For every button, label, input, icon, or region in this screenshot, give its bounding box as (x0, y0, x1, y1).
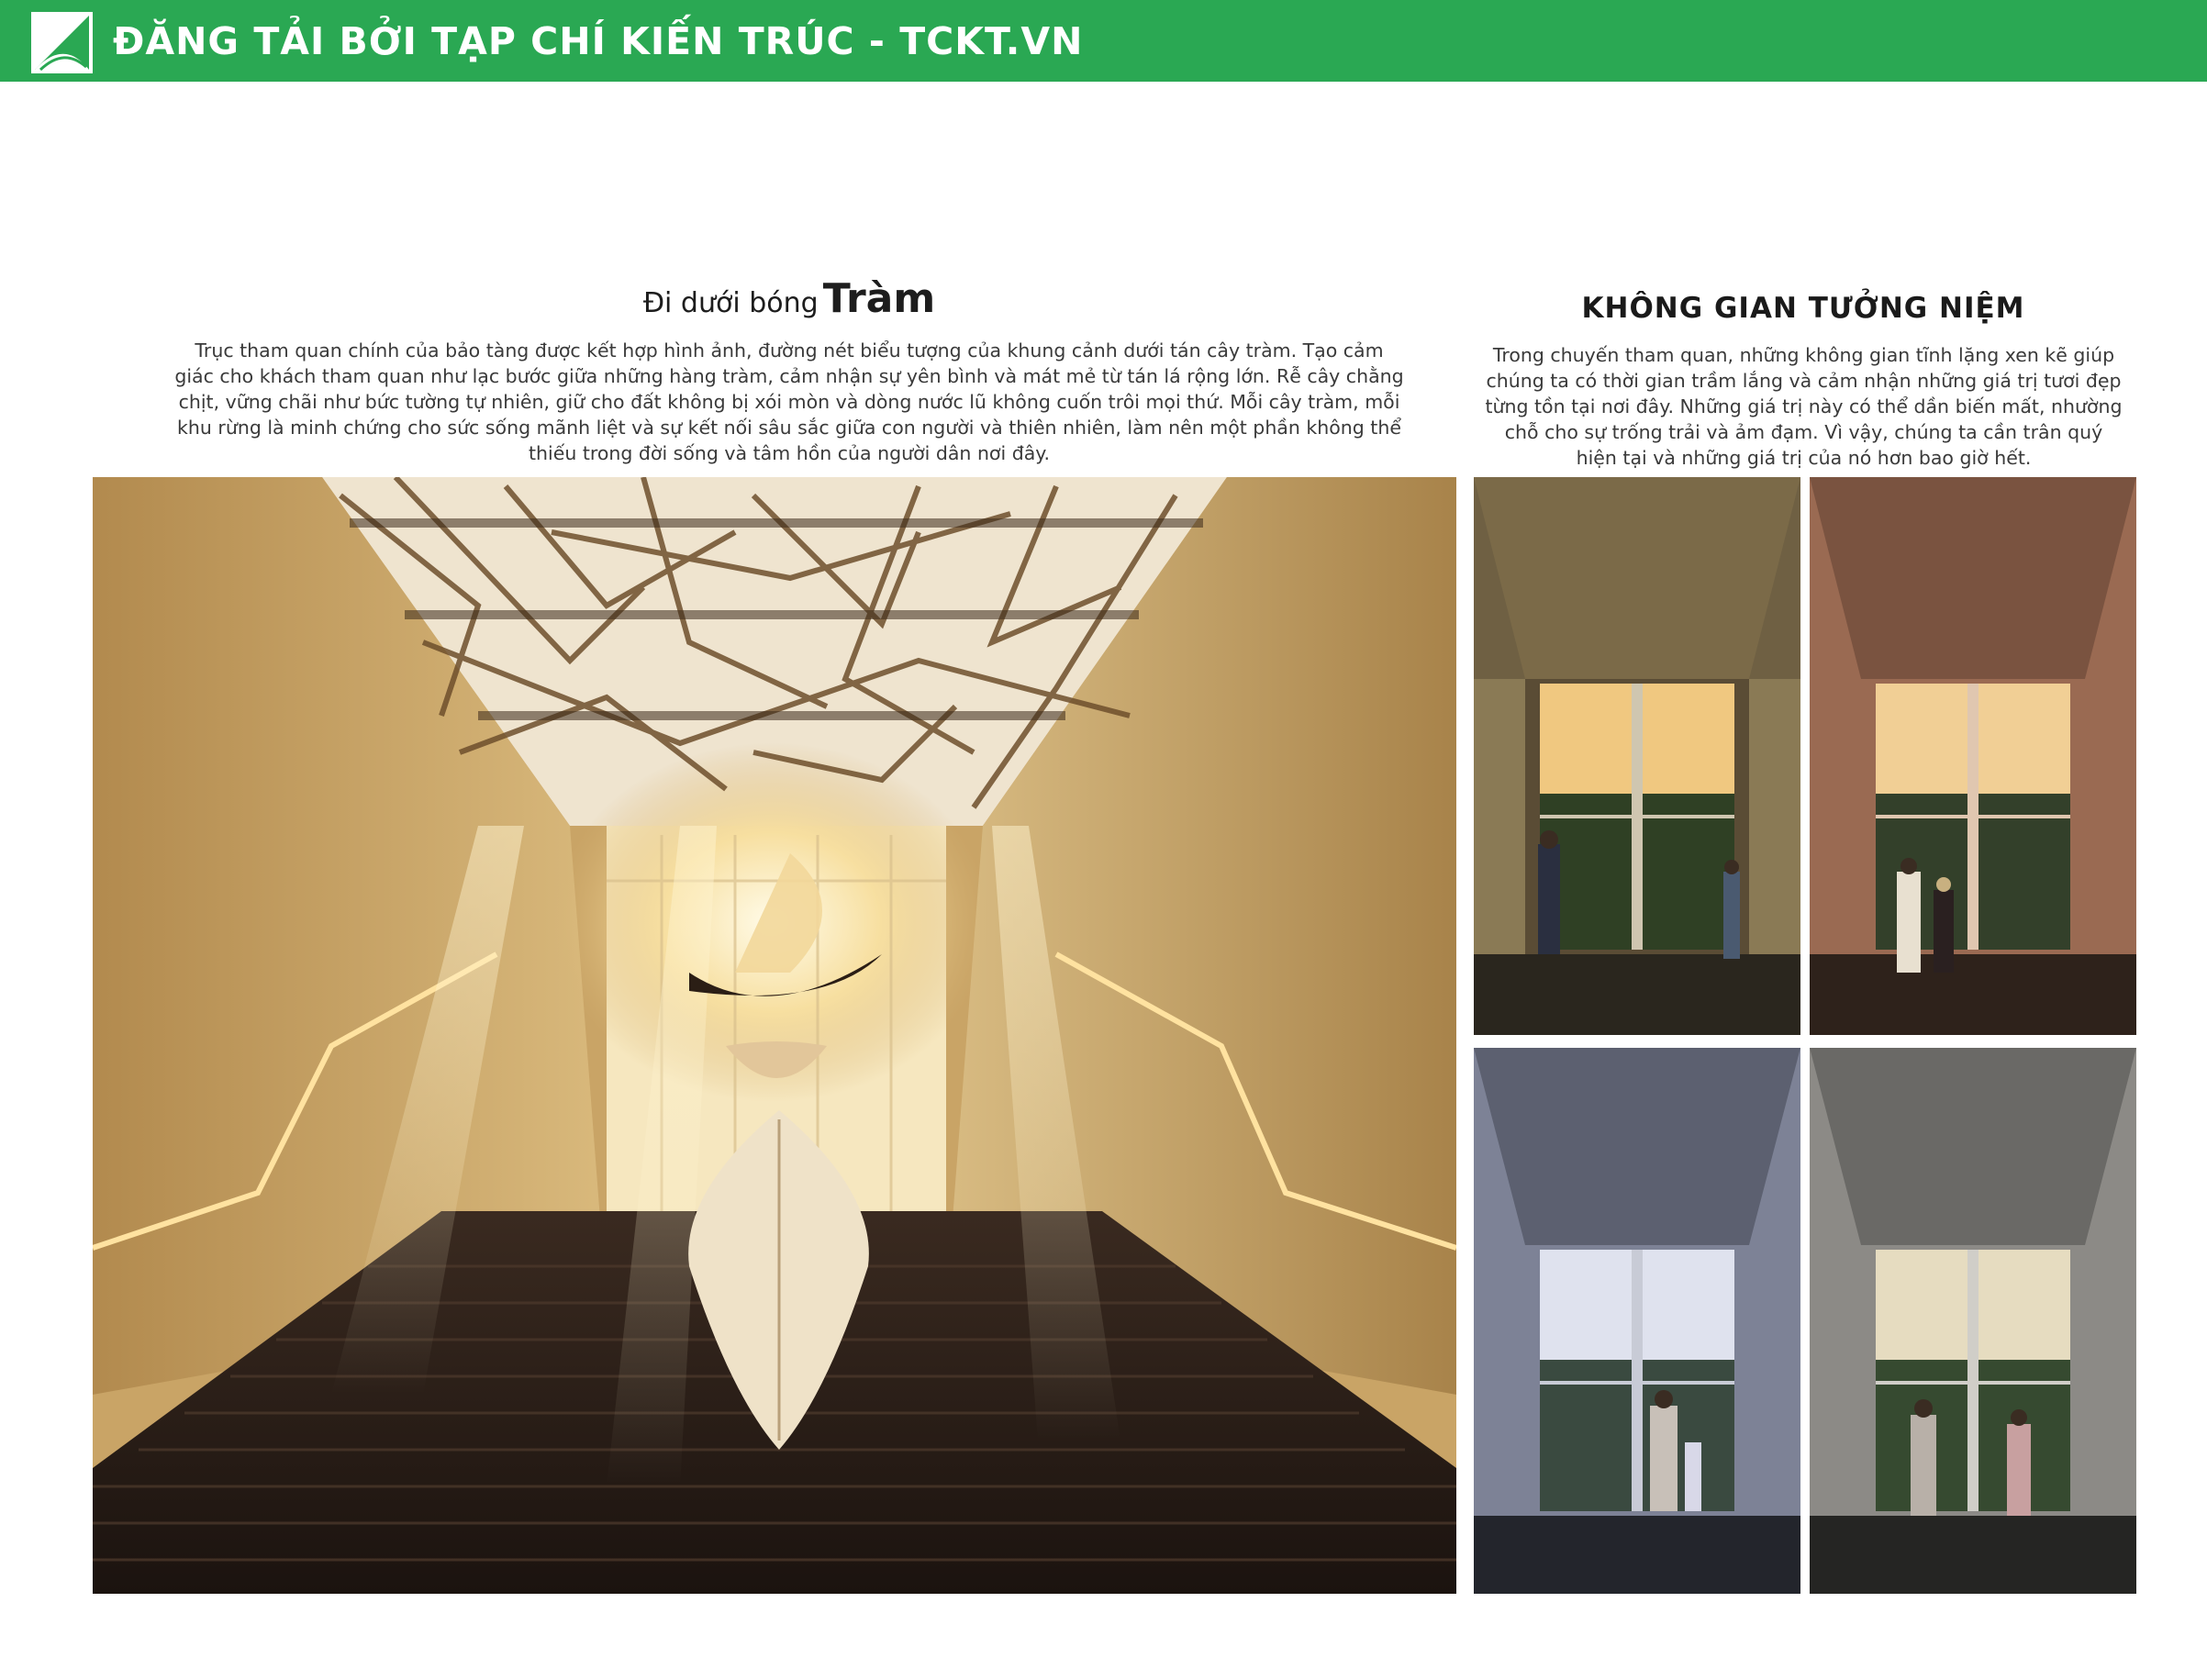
memorial-render-copper (1810, 477, 2136, 1035)
title-prefix: Đi dưới bóng (642, 287, 819, 319)
memorial-render-warm (1474, 477, 1800, 1035)
header-banner (0, 0, 2207, 82)
tckt-logo (31, 12, 93, 73)
main-render-image (93, 477, 1456, 1594)
section-title-left (92, 275, 1487, 322)
banner-title: ĐĂNG TẢI BỞI TẠP CHÍ KIẾN TRÚC - TCKT.VN (113, 19, 1084, 63)
memorial-render-grey (1810, 1048, 2136, 1594)
description-right: Trong chuyến tham quan, những không gian tĩnh lặng xen kẽ giúp chúng ta có thời gian trầm lắng và cảm nhận những giá trị tươi đẹp từng tồn tại nơi đây. Những giá trị này có thể dần biến mất, nhường chỗ cho sự trống trải và ảm đạm. Vì vậy, chúng ta cần trân quý hiện tại và những giá trị của nó hơn bao giờ hết. (1485, 344, 2123, 469)
section-title-right: KHÔNG GIAN TƯỞNG NIỆM (1581, 292, 2025, 325)
description-left: Trục tham quan chính của bảo tàng được kết hợp hình ảnh, đường nét biểu tượng của khung cảnh dưới tán cây tràm. Tạo cảm giác cho khách tham quan như lạc bước giữa những hàng tràm, cảm nhận sự yên bình và mát mẻ từ tán lá rộng lớn. Rễ cây chằng chịt, vững chãi như bức tường tự nhiên, giữ cho đất không bị xói mòn và dòng nước lũ không cuốn trôi mọi thứ. Mỗi cây tràm, mỗi khu rừng là minh chứng cho sức sống mãnh liệt và sự kết nối sâu sắc giữa con người và thiên nhiên, làm nên một phần không thể thiếu trong đời sống và tâm hồn của người dân nơi đây. (174, 339, 1404, 464)
title-emphasis: Tràm (822, 275, 936, 322)
memorial-render-blue (1474, 1048, 1800, 1594)
